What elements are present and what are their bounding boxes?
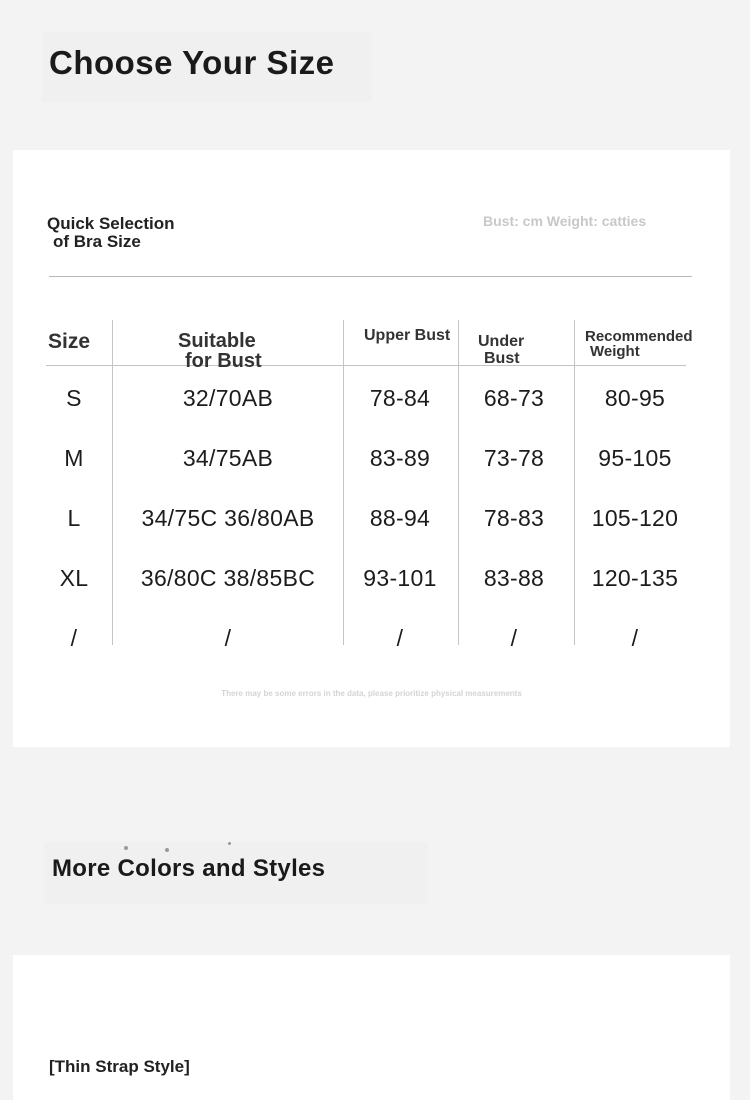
- cell-upper-bust: 88-94: [369, 505, 431, 531]
- column-header-under-bust-line-2: Bust: [484, 350, 520, 367]
- styles-card: [13, 955, 730, 1100]
- cell-size: S: [66, 385, 82, 411]
- column-header-weight-line-1: Recommended: [585, 328, 693, 345]
- column-divider: [112, 320, 113, 645]
- cell-upper-bust: 93-101: [363, 565, 437, 591]
- cell-weight: 105-120: [591, 505, 679, 531]
- page-title: Choose Your Size: [49, 44, 335, 81]
- cell-suitable-bust: 34/75C 36/80AB: [141, 505, 315, 531]
- size-chart-card: [13, 150, 730, 747]
- column-header-suitable-bust: [178, 331, 262, 371]
- cell-weight: 120-135: [591, 565, 679, 591]
- cell-suitable-bust: /: [224, 625, 232, 651]
- quick-selection-line-2: of Bra Size: [53, 232, 141, 251]
- section-title-more-styles: More Colors and Styles: [52, 855, 326, 882]
- style-name-thin-strap: [Thin Strap Style]: [49, 1057, 190, 1076]
- column-header-weight-line-2: Weight: [590, 343, 640, 360]
- cell-under-bust: 78-83: [483, 505, 545, 531]
- cell-size: L: [67, 505, 81, 531]
- cell-under-bust: 83-88: [483, 565, 545, 591]
- column-header-size-line-1: Size: [48, 330, 91, 353]
- cell-weight: /: [631, 625, 639, 651]
- cell-under-bust: 68-73: [483, 385, 545, 411]
- cell-under-bust: /: [510, 625, 518, 651]
- column-divider: [343, 320, 344, 645]
- quick-selection-line-1: Quick Selection: [47, 214, 175, 233]
- column-header-recommended-weight: [585, 329, 693, 359]
- cell-suitable-bust: 36/80C 38/85BC: [140, 565, 316, 591]
- cell-suitable-bust: 34/75AB: [182, 445, 274, 471]
- cell-upper-bust: 83-89: [369, 445, 431, 471]
- column-header-suitable-bust-line-2: for Bust: [185, 350, 262, 372]
- cell-weight: 95-105: [598, 445, 672, 471]
- column-divider: [574, 320, 575, 645]
- cell-weight: 80-95: [604, 385, 666, 411]
- cell-upper-bust: /: [396, 625, 404, 651]
- column-header-size: [48, 330, 90, 354]
- decorative-dot: [124, 846, 128, 850]
- cell-suitable-bust: 32/70AB: [182, 385, 274, 411]
- column-divider: [458, 320, 459, 645]
- decorative-dot: [165, 848, 169, 852]
- units-note: Bust: cm Weight: catties: [483, 213, 647, 229]
- cell-under-bust: 73-78: [483, 445, 545, 471]
- quick-selection-title: [47, 215, 175, 251]
- title-divider: [49, 276, 692, 277]
- cell-size: /: [70, 625, 78, 651]
- cell-size: M: [64, 445, 84, 471]
- column-header-suitable-bust-line-1: Suitable: [178, 330, 256, 352]
- decorative-dot: [228, 842, 231, 845]
- cell-size: XL: [59, 565, 89, 591]
- measurement-disclaimer: There may be some errors in the data, please prioritize physical measurements: [221, 689, 522, 698]
- cell-upper-bust: 78-84: [369, 385, 431, 411]
- column-header-under-bust: [478, 333, 524, 367]
- column-header-upper-bust-line-1: Upper Bust: [364, 327, 451, 344]
- column-header-upper-bust: [364, 327, 450, 345]
- column-header-under-bust-line-1: Under: [478, 333, 525, 350]
- header-divider: [46, 365, 686, 366]
